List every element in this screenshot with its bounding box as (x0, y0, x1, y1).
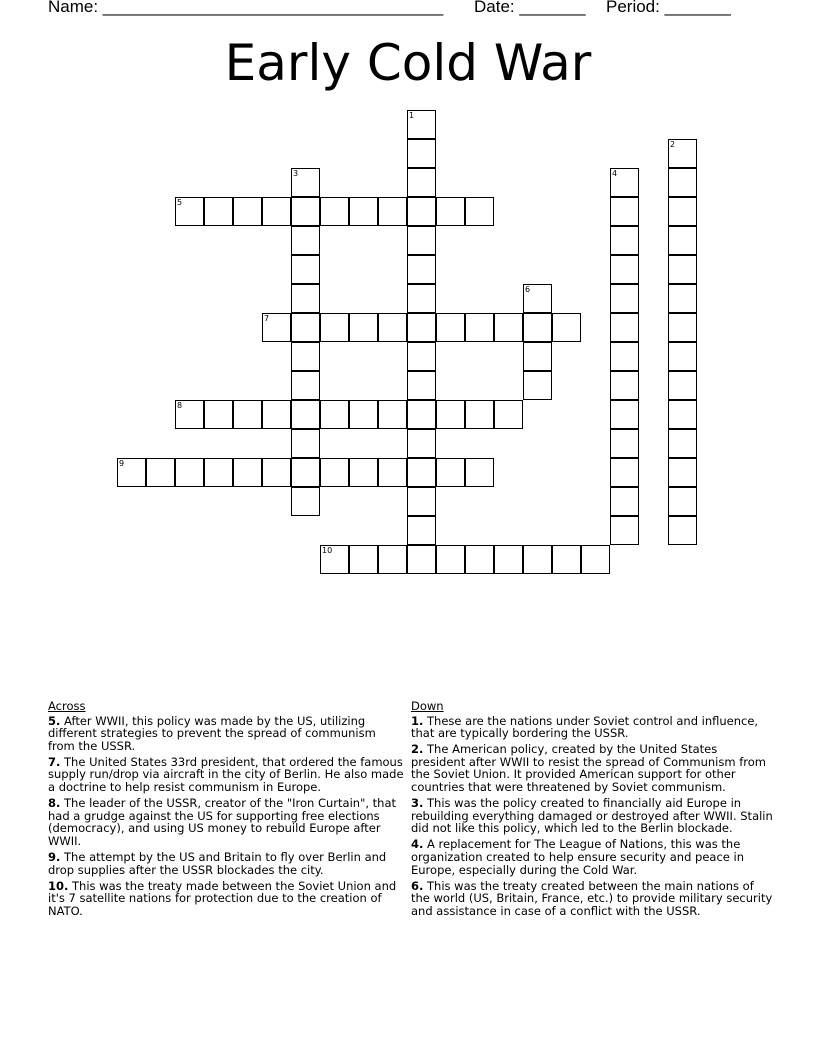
grid-cell[interactable] (668, 168, 697, 197)
down-clue (411, 880, 773, 918)
grid-cell[interactable] (407, 139, 436, 168)
grid-cell[interactable] (610, 226, 639, 255)
grid-cell[interactable] (378, 545, 407, 574)
name-field[interactable]: Name: ____________________________________ (48, 0, 444, 16)
grid-cell[interactable] (494, 545, 523, 574)
grid-cell[interactable] (668, 313, 697, 342)
clue-text: The leader of the USSR, creator of the "Iron Curtain", that had a grudge against the US for supporting free elections (democracy), and using US money to rebuild Europe after WWII. (48, 796, 397, 848)
grid-cell[interactable] (407, 226, 436, 255)
clue-text: These are the nations under Soviet control and influence, that are typically bordering the USSR. (411, 713, 759, 741)
grid-cell[interactable] (610, 458, 639, 487)
clue-number: 1. (411, 713, 424, 728)
grid-cell[interactable] (668, 429, 697, 458)
grid-cell[interactable] (610, 284, 639, 313)
grid-cell[interactable] (407, 458, 436, 487)
grid-cell[interactable] (407, 342, 436, 371)
clue-number: 9. (48, 850, 61, 865)
grid-cell[interactable] (407, 545, 436, 574)
grid-cell[interactable] (320, 400, 349, 429)
grid-cell[interactable] (349, 545, 378, 574)
clue-number: 3 (293, 169, 299, 178)
grid-cell[interactable] (407, 371, 436, 400)
grid-cell[interactable] (552, 545, 581, 574)
grid-cell[interactable] (407, 197, 436, 226)
down-clue (411, 715, 773, 740)
clue-text: The American policy, created by the United States president after WWII to resist the spread of Communism from the Soviet Union. It provided American support for other countries that were threatened by Soviet communism. (411, 742, 766, 795)
clue-text: A replacement for The League of Nations, this was the organization created to help ensure security and peace in Europe, especially during the Cold War. (411, 837, 745, 877)
grid-cell[interactable] (465, 400, 494, 429)
grid-cell[interactable] (378, 400, 407, 429)
grid-cell[interactable] (668, 284, 697, 313)
grid-cell[interactable] (175, 400, 204, 429)
grid-cell[interactable] (668, 197, 697, 226)
grid-cell[interactable] (291, 342, 320, 371)
grid-cell[interactable] (407, 284, 436, 313)
grid-cell[interactable] (523, 545, 552, 574)
grid-cell[interactable] (262, 458, 291, 487)
clue-text: After WWII, this policy was made by the US, utilizing different strategies to prevent the spread of communism from the USSR. (48, 713, 376, 753)
grid-cell[interactable] (407, 516, 436, 545)
grid-cell[interactable] (407, 429, 436, 458)
grid-cell[interactable] (523, 284, 552, 313)
grid-cell[interactable] (436, 458, 465, 487)
grid-cell[interactable] (668, 487, 697, 516)
grid-cell[interactable] (668, 255, 697, 284)
across-clue (48, 797, 404, 847)
grid-cell[interactable] (320, 313, 349, 342)
grid-cell[interactable] (668, 458, 697, 487)
down-clues (411, 700, 773, 921)
page-title: Early Cold War (224, 34, 592, 92)
across-heading: Across (48, 699, 86, 713)
grid-cell[interactable] (436, 400, 465, 429)
grid-cell[interactable] (494, 313, 523, 342)
grid-cell[interactable] (523, 313, 552, 342)
grid-cell[interactable] (233, 400, 262, 429)
grid-cell[interactable] (407, 400, 436, 429)
clue-number: 3. (411, 796, 424, 811)
grid-cell[interactable] (407, 313, 436, 342)
grid-cell[interactable] (262, 197, 291, 226)
clue-number: 7 (264, 314, 270, 323)
clue-text: The attempt by the US and Britain to fly over Berlin and drop supplies after the USSR blockades the city. (48, 850, 387, 877)
clue-number: 10 (322, 546, 333, 555)
grid-cell[interactable] (465, 197, 494, 226)
grid-cell[interactable] (494, 400, 523, 429)
grid-cell[interactable] (262, 313, 291, 342)
grid-cell[interactable] (291, 429, 320, 458)
clue-number: 6 (525, 285, 531, 294)
grid-cell[interactable] (291, 313, 320, 342)
grid-cell[interactable] (349, 458, 378, 487)
grid-cell[interactable] (407, 168, 436, 197)
grid-cell[interactable] (291, 487, 320, 516)
grid-cell[interactable] (378, 313, 407, 342)
clue-text: The United States 33rd president, that ordered the famous supply run/drop via aircraft in the city of Berlin. He also made a doctrine to help resist communism in Europe. (48, 754, 404, 795)
down-clue-list (411, 715, 773, 918)
grid-cell[interactable] (262, 400, 291, 429)
grid-cell[interactable] (349, 313, 378, 342)
grid-cell[interactable] (436, 545, 465, 574)
clue-number: 7. (48, 754, 61, 769)
grid-cell[interactable] (552, 313, 581, 342)
grid-cell[interactable] (291, 458, 320, 487)
grid-cell[interactable] (610, 487, 639, 516)
grid-cell[interactable] (204, 458, 233, 487)
grid-cell[interactable] (320, 458, 349, 487)
grid-cell[interactable] (233, 197, 262, 226)
grid-cell[interactable] (668, 516, 697, 545)
grid-cell[interactable] (610, 168, 639, 197)
clue-number: 4. (411, 837, 424, 852)
grid-cell[interactable] (436, 197, 465, 226)
grid-cell[interactable] (610, 371, 639, 400)
grid-cell[interactable] (175, 458, 204, 487)
grid-cell[interactable] (610, 429, 639, 458)
across-clue (48, 756, 404, 794)
period-field[interactable]: Period: _______ (606, 0, 731, 16)
clue-number: 4 (612, 169, 618, 178)
clue-number: 8 (177, 401, 183, 410)
grid-cell[interactable] (465, 458, 494, 487)
clue-number: 10. (48, 878, 69, 893)
clue-text: This was the treaty made between the Soviet Union and it's 7 satellite nations for protection due to the creation of NATO. (48, 878, 397, 918)
down-clue (411, 797, 773, 835)
grid-cell[interactable] (610, 313, 639, 342)
grid-cell[interactable] (668, 139, 697, 168)
grid-cell[interactable] (175, 197, 204, 226)
grid-cell[interactable] (465, 313, 494, 342)
grid-cell[interactable] (465, 545, 494, 574)
clue-number: 5 (177, 198, 183, 207)
grid-cell[interactable] (320, 545, 349, 574)
date-field[interactable]: Date: _______ (474, 0, 586, 16)
across-clue (48, 851, 404, 876)
across-clue-list (48, 715, 404, 918)
grid-cell[interactable] (204, 400, 233, 429)
grid-cell[interactable] (407, 110, 436, 139)
grid-cell[interactable] (378, 197, 407, 226)
clue-text: This was the policy created to financially aid Europe in rebuilding everything damaged or destroyed after WWII. Stalin did not like this policy, which led to the Berlin blockade. (411, 796, 773, 836)
clue-number: 8. (48, 796, 61, 811)
clue-number: 5. (48, 713, 61, 728)
grid-cell[interactable] (204, 197, 233, 226)
grid-cell[interactable] (291, 284, 320, 313)
grid-cell[interactable] (291, 400, 320, 429)
grid-cell[interactable] (349, 197, 378, 226)
down-clue (411, 838, 773, 876)
across-clue (48, 715, 404, 753)
grid-cell[interactable] (610, 197, 639, 226)
grid-cell[interactable] (610, 400, 639, 429)
down-clue (411, 743, 773, 793)
grid-cell[interactable] (668, 342, 697, 371)
grid-cell[interactable] (610, 516, 639, 545)
grid-cell[interactable] (523, 371, 552, 400)
grid-cell[interactable] (291, 255, 320, 284)
grid-cell[interactable] (233, 458, 262, 487)
grid-cell[interactable] (668, 371, 697, 400)
grid-cell[interactable] (349, 400, 378, 429)
grid-cell[interactable] (291, 226, 320, 255)
grid-cell[interactable] (668, 226, 697, 255)
grid-cell[interactable] (291, 197, 320, 226)
clue-number: 2 (670, 140, 676, 149)
grid-cell[interactable] (610, 342, 639, 371)
across-clues (48, 700, 404, 921)
grid-cell[interactable] (581, 545, 610, 574)
grid-cell[interactable] (378, 458, 407, 487)
grid-cell[interactable] (291, 168, 320, 197)
clue-number: 2. (411, 742, 424, 757)
grid-cell[interactable] (436, 313, 465, 342)
grid-cell[interactable] (291, 371, 320, 400)
grid-cell[interactable] (407, 487, 436, 516)
clue-number: 9 (119, 459, 125, 468)
across-clue (48, 880, 404, 918)
clue-number: 1 (409, 111, 415, 120)
down-heading: Down (411, 699, 444, 713)
grid-cell[interactable] (117, 458, 146, 487)
grid-cell[interactable] (407, 255, 436, 284)
grid-cell[interactable] (523, 342, 552, 371)
clue-number: 6. (411, 878, 424, 893)
grid-cell[interactable] (146, 458, 175, 487)
grid-cell[interactable] (320, 197, 349, 226)
grid-cell[interactable] (610, 255, 639, 284)
clue-text: This was the treaty created between the main nations of the world (US, Britain, France, etc.) to provide military security and assistance in case of a conflict with the USSR. (411, 878, 773, 918)
grid-cell[interactable] (668, 400, 697, 429)
